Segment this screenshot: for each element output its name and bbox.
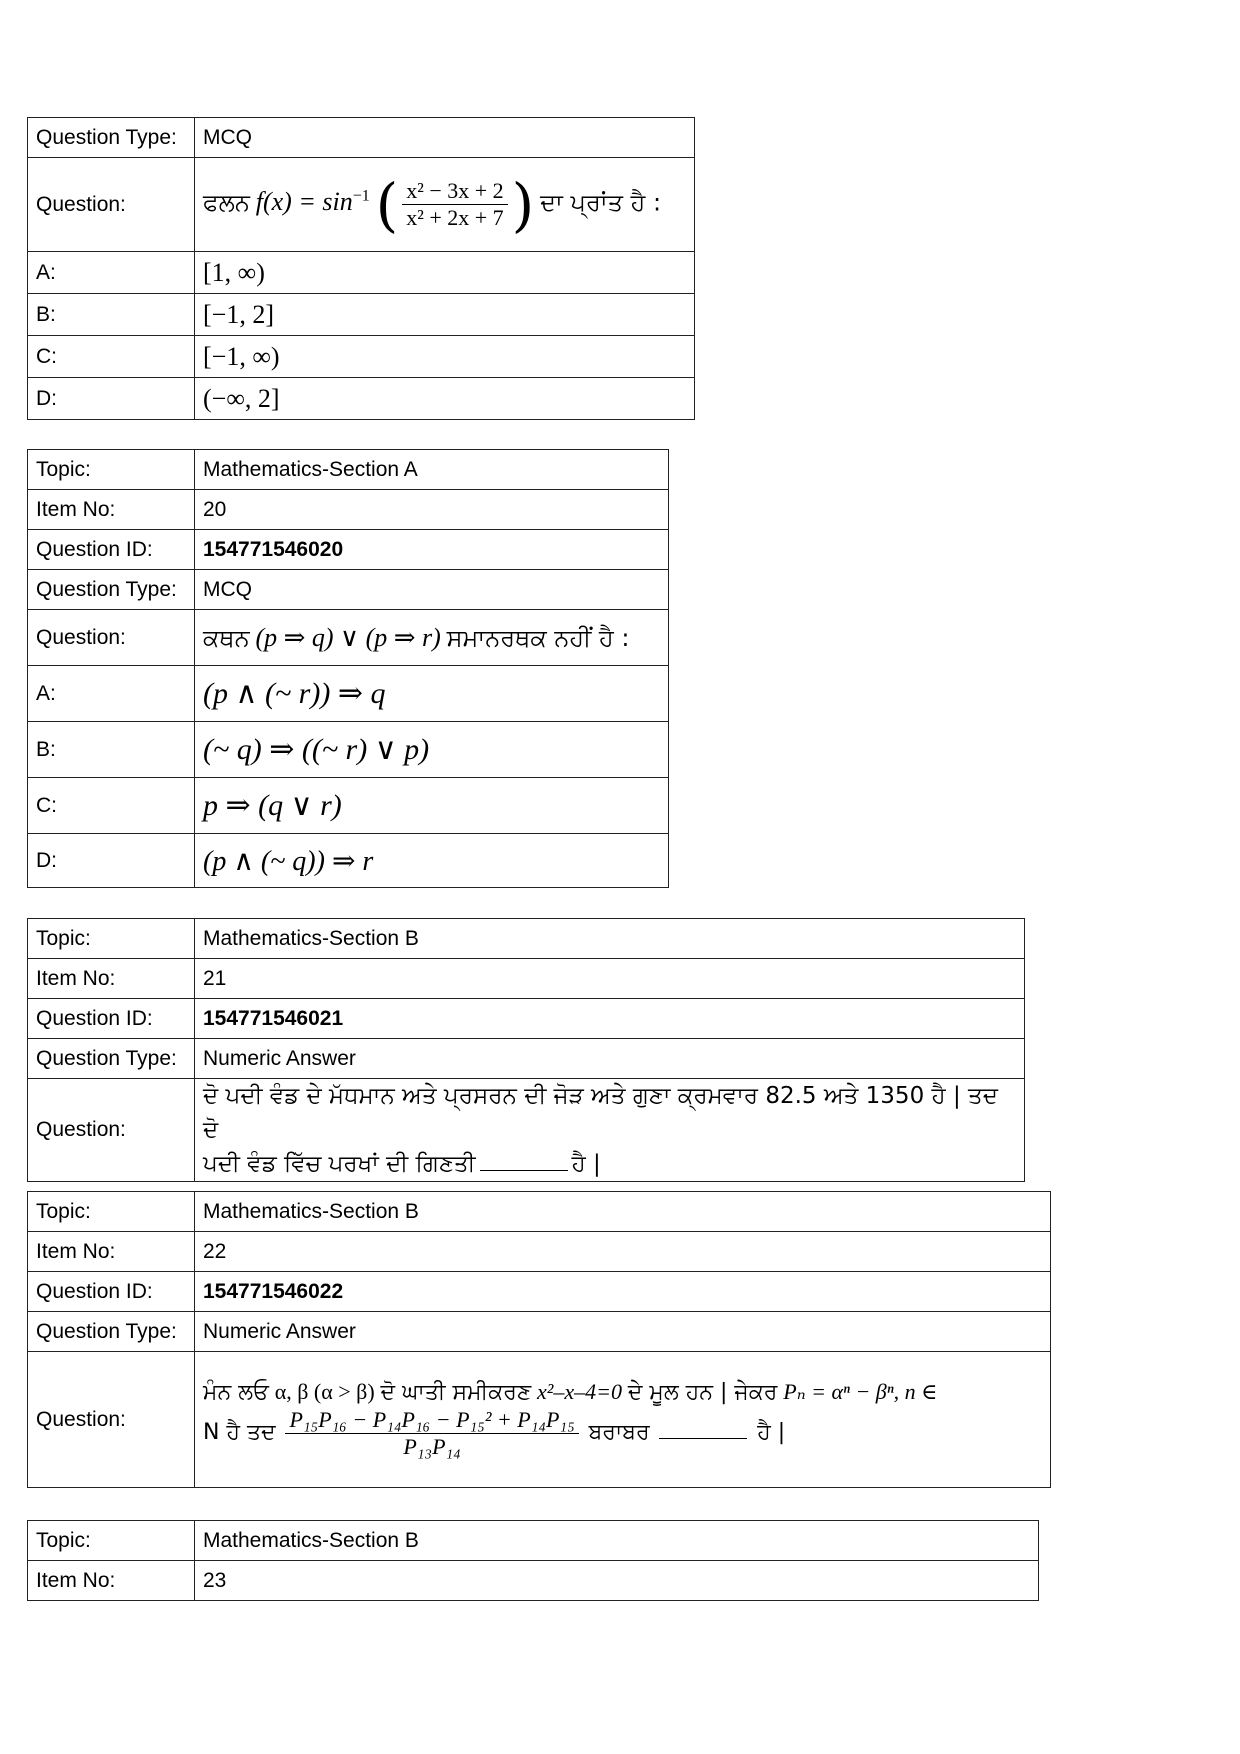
question-line-1 — [203, 1379, 1042, 1405]
question-end: ਹੈ | — [571, 1151, 601, 1177]
option-label: A: — [28, 252, 195, 294]
question-row — [28, 1352, 1051, 1488]
question-line-2 — [203, 1147, 1016, 1181]
question-20-table — [27, 449, 669, 888]
question-type-value: MCQ — [195, 570, 669, 610]
item-value: 23 — [195, 1561, 1039, 1601]
question-id-row — [28, 530, 669, 570]
question-type-row — [28, 570, 669, 610]
question-suffix: ਦਾ ਪ੍ਰਾਂਤ ਹੈ : — [540, 188, 662, 217]
item-label: Item No: — [28, 490, 195, 530]
question-row — [28, 158, 695, 252]
item-value: 21 — [195, 959, 1025, 999]
question-id-value: 154771546020 — [195, 530, 669, 570]
question-suffix: ਸਮਾਨਰਥਕ ਨਹੀਂ ਹੈ : — [446, 623, 630, 652]
question-line-2 — [203, 1407, 1042, 1460]
line1-text-c: ਦੇ ਮੂਲ ਹਨ | ਜੇਕਰ — [627, 1380, 778, 1405]
topic-label: Topic: — [28, 919, 195, 959]
function-lhs — [256, 187, 370, 216]
question-id-row — [28, 1272, 1051, 1312]
question-id-label: Question ID: — [28, 1272, 195, 1312]
question-type-label: Question Type: — [28, 570, 195, 610]
question-row — [28, 1079, 1025, 1182]
line1-text-b: ਦੋ ਘਾਤੀ ਸਮੀਕਰਣ — [380, 1380, 532, 1405]
option-row — [28, 666, 669, 722]
question-id-value: 154771546022 — [195, 1272, 1051, 1312]
question-22-table — [27, 1191, 1051, 1488]
topic-row — [28, 1192, 1051, 1232]
option-label: C: — [28, 778, 195, 834]
question-23-table — [27, 1520, 1039, 1601]
question-label: Question: — [28, 1352, 195, 1488]
line2-end: ਹੈ | — [757, 1420, 786, 1446]
question-id-label: Question ID: — [28, 530, 195, 570]
right-paren: ) — [511, 170, 535, 239]
item-row — [28, 490, 669, 530]
question-type-label: Question Type: — [28, 1039, 195, 1079]
question-type-row — [28, 118, 695, 158]
topic-value: Mathematics-Section B — [195, 1521, 1039, 1561]
item-label: Item No: — [28, 1232, 195, 1272]
function-name: f(x) = sin — [255, 187, 353, 217]
option-label: C: — [28, 336, 195, 378]
option-value: (p ∧ (~ q)) ⇒ r — [195, 834, 669, 888]
topic-value: Mathematics-Section B — [195, 1192, 1051, 1232]
question-prefix: ਕਥਨ — [203, 623, 250, 652]
fraction-denominator: P₁₃P₁₄ — [403, 1434, 461, 1459]
question-type-label: Question Type: — [28, 1312, 195, 1352]
question-label: Question: — [28, 610, 195, 666]
question-id-row — [28, 999, 1025, 1039]
item-row — [28, 959, 1025, 999]
option-value: [−1, ∞) — [195, 336, 695, 378]
answer-blank — [480, 1170, 568, 1171]
option-value: [1, ∞) — [195, 252, 695, 294]
topic-row — [28, 450, 669, 490]
option-value: (~ q) ⇒ ((~ r) ∨ p) — [195, 722, 669, 778]
question-id-value: 154771546021 — [195, 999, 1025, 1039]
question-content — [195, 610, 669, 666]
question-19-table — [27, 117, 695, 420]
option-label: B: — [28, 722, 195, 778]
item-value: 20 — [195, 490, 669, 530]
question-math: (p ⇒ q) ∨ (p ⇒ r) — [255, 622, 441, 652]
fraction-numerator: P₁₅P₁₆ − P₁₄P₁₆ − P₁₅² + P₁₄P₁₅ — [285, 1407, 578, 1434]
topic-row — [28, 1521, 1039, 1561]
question-type-label: Question Type: — [28, 118, 195, 158]
question-type-row — [28, 1312, 1051, 1352]
item-row — [28, 1561, 1039, 1601]
question-line-1: ਦੋ ਪਦੀ ਵੰਡ ਦੇ ਮੱਧਮਾਨ ਅਤੇ ਪ੍ਰਸਰਨ ਦੀ ਜੋੜ ਅਤੇ ਗੁਣਾ ਕ੍ਰਮਵਾਰ 82.5 ਅਤੇ 1350 ਹੈ | ਤਦ ਦੋ — [203, 1083, 998, 1143]
option-row — [28, 778, 669, 834]
option-value: [−1, 2] — [195, 294, 695, 336]
option-value: (−∞, 2] — [195, 378, 695, 420]
question-id-label: Question ID: — [28, 999, 195, 1039]
option-label: A: — [28, 666, 195, 722]
fraction — [402, 178, 507, 231]
line1-equation: x²–x–4=0 — [537, 1379, 622, 1404]
fraction-numerator: x² − 3x + 2 — [402, 178, 507, 205]
option-row — [28, 722, 669, 778]
left-paren: ( — [375, 170, 399, 239]
topic-value: Mathematics-Section B — [195, 919, 1025, 959]
question-label: Question: — [28, 158, 195, 252]
question-label: Question: — [28, 1079, 195, 1182]
question-type-row — [28, 1039, 1025, 1079]
option-row — [28, 294, 695, 336]
option-row — [28, 834, 669, 888]
fraction — [285, 1407, 578, 1460]
question-prefix: ਫਲਨ — [203, 188, 250, 217]
function-exponent: −1 — [352, 187, 370, 205]
option-row — [28, 378, 695, 420]
question-21-table — [27, 918, 1025, 1182]
question-content — [195, 158, 695, 252]
question-type-value: Numeric Answer — [195, 1039, 1025, 1079]
fraction-denominator: x² + 2x + 7 — [406, 205, 504, 230]
question-type-value: MCQ — [195, 118, 695, 158]
item-label: Item No: — [28, 1561, 195, 1601]
topic-label: Topic: — [28, 1521, 195, 1561]
question-line-2-text: ਪਦੀ ਵੰਡ ਵਿੱਚ ਪਰਖਾਂ ਦੀ ਗਿਣਤੀ — [203, 1151, 476, 1177]
topic-label: Topic: — [28, 1192, 195, 1232]
line2-text-b: ਬਰਾਬਰ — [588, 1420, 650, 1446]
line2-text-a: N ਹੈ ਤਦ — [203, 1420, 276, 1446]
line1-text-a: ਮੰਨ ਲਓ — [203, 1380, 269, 1405]
option-label: D: — [28, 834, 195, 888]
question-content — [195, 1079, 1025, 1182]
item-value: 22 — [195, 1232, 1051, 1272]
option-value: p ⇒ (q ∨ r) — [195, 778, 669, 834]
item-label: Item No: — [28, 959, 195, 999]
question-content — [195, 1352, 1051, 1488]
line1-definition: Pₙ = αⁿ − βⁿ, n ∈ — [783, 1379, 938, 1404]
question-row — [28, 610, 669, 666]
topic-row — [28, 919, 1025, 959]
option-label: B: — [28, 294, 195, 336]
answer-blank — [659, 1438, 747, 1439]
topic-label: Topic: — [28, 450, 195, 490]
option-label: D: — [28, 378, 195, 420]
option-value: (p ∧ (~ r)) ⇒ q — [195, 666, 669, 722]
question-type-value: Numeric Answer — [195, 1312, 1051, 1352]
item-row — [28, 1232, 1051, 1272]
option-row — [28, 336, 695, 378]
line1-roots: α, β (α > β) — [274, 1379, 375, 1404]
topic-value: Mathematics-Section A — [195, 450, 669, 490]
option-row — [28, 252, 695, 294]
